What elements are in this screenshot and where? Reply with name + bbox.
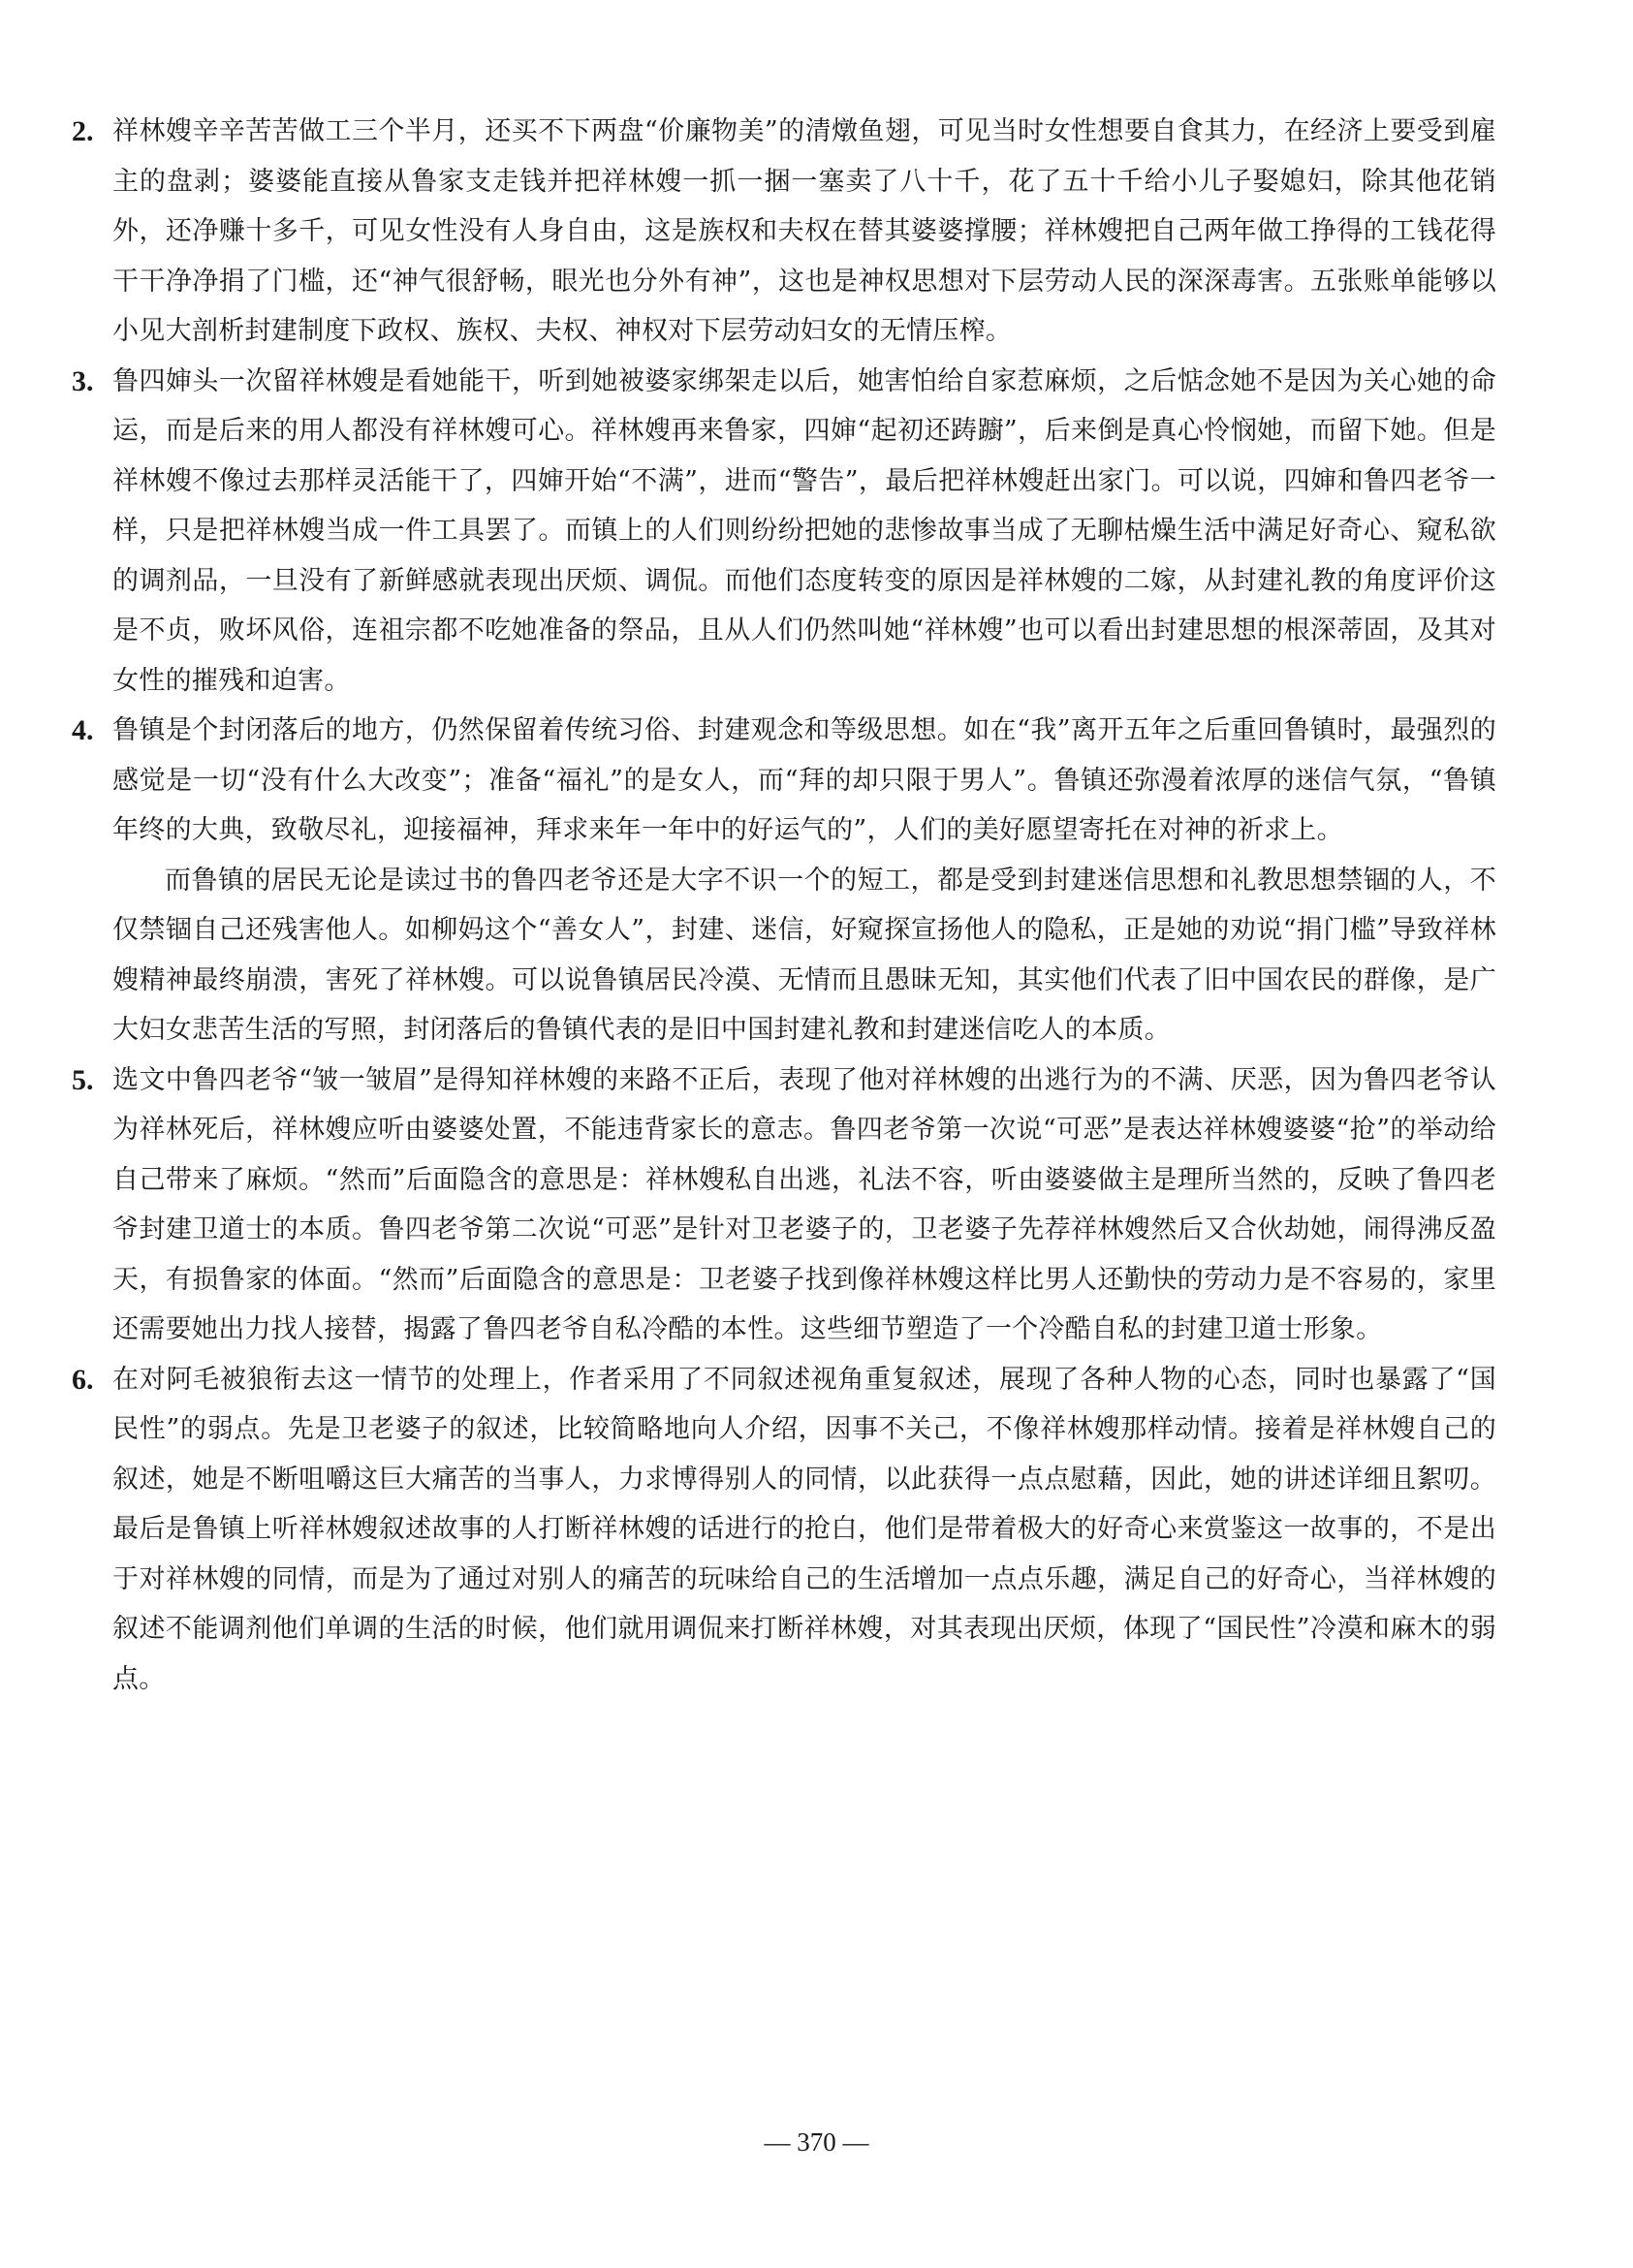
item-paragraph: 鲁镇是个封闭落后的地方，仍然保留着传统习俗、封建观念和等级思想。如在“我”离开五年之后重回鲁镇时，最强烈的感觉是一切“没有什么大改变”；准备“福礼”的是女人，而“拜的却只限于男人”。鲁镇还弥漫着浓厚的迷信气氛，“鲁镇年终的大典，致敬尽礼，迎接福神，拜求来年一年中的好运气的”，人们的美好愿望寄托在对神的祈求上。 bbox=[112, 715, 1496, 845]
item-paragraph: 祥林嫂辛辛苦苦做工三个半月，还买不下两盘“价廉物美”的清燉鱼翅，可见当时女性想要自食其力，在经济上要受到雇主的盘剥；婆婆能直接从鲁家支走钱并把祥林嫂一抓一捆一塞卖了八十千，花了五十千给小儿子娶媳妇，除其他花销外，还净赚十多千，可见女性没有人身自由，这是族权和夫权在替其婆婆撑腰；祥林嫂把自己两年做工挣得的工钱花得干干净净捐了门槛，还“神气很舒畅，眼光也分外有神”，这也是神权思想对下层劳动人民的深深毒害。五张账单能够以小见大剖析封建制度下政权、族权、夫权、神权对下层劳动妇女的无情压榨。 bbox=[112, 116, 1496, 346]
answer-item-4 bbox=[72, 706, 1496, 1055]
item-paragraph: 选文中鲁四老爷“皱一皱眉”是得知祥林嫂的来路不正后，表现了他对祥林嫂的出逃行为的不满、厌恶，因为鲁四老爷认为祥林死后，祥林嫂应听由婆婆处置，不能违背家长的意志。鲁四老爷第一次说“可恶”是表达祥林嫂婆婆“抢”的举动给自己带来了麻烦。“然而”后面隐含的意思是：祥林嫂私自出逃，礼法不容，听由婆婆做主是理所当然的，反映了鲁四老爷封建卫道士的本质。鲁四老爷第二次说“可恶”是针对卫老婆子的，卫老婆子先荐祥林嫂然后又合伙劫她，闹得沸反盈天，有损鲁家的体面。“然而”后面隐含的意思是：卫老婆子找到像祥林嫂这样比男人还勤快的劳动力是不容易的，家里还需要她出力找人接替，揭露了鲁四老爷自私冷酷的本性。这些细节塑造了一个冷酷自私的封建卫道士形象。 bbox=[112, 1064, 1496, 1344]
answer-item-2 bbox=[72, 107, 1496, 357]
item-paragraph-continued: 而鲁镇的居民无论是读过书的鲁四老爷还是大字不识一个的短工，都是受到封建迷信思想和礼教思想禁锢的人，不仅禁锢自己还残害他人。如柳妈这个“善女人”，封建、迷信，好窥探宣扬他人的隐私，正是她的劝说“捐门槛”导致祥林嫂精神最终崩溃，害死了祥林嫂。可以说鲁镇居民冷漠、无情而且愚昧无知，其实他们代表了旧中国农民的群像，是广大妇女悲苦生活的写照，封闭落后的鲁镇代表的是旧中国封建礼教和封建迷信吃人的本质。 bbox=[112, 865, 1496, 1045]
answer-item-3 bbox=[72, 357, 1496, 707]
page-number: — 370 — bbox=[764, 2127, 869, 2157]
answer-list bbox=[72, 107, 1496, 1704]
item-number: 2. bbox=[72, 115, 94, 147]
item-paragraph: 鲁四婶头一次留祥林嫂是看她能干，听到她被婆家绑架走以后，她害怕给自家惹麻烦，之后惦念她不是因为关心她的命运，而是后来的用人都没有祥林嫂可心。祥林嫂再来鲁家，四婶“起初还踌躕”，后来倒是真心怜悯她，而留下她。但是祥林嫂不像过去那样灵活能干了，四婶开始“不满”，进而“警告”，最后把祥林嫂赶出家门。可以说，四婶和鲁四老爷一样，只是把祥林嫂当成一件工具罢了。而镇上的人们则纷纷把她的悲惨故事当成了无聊枯燥生活中满足好奇心、窥私欲的调剂品，一旦没有了新鲜感就表现出厌烦、调侃。而他们态度转变的原因是祥林嫂的二嫁，从封建礼教的角度评价这是不贞，败坏风俗，连祖宗都不吃她准备的祭品，且从人们仍然叫她“祥林嫂”也可以看出封建思想的根深蒂固，及其对女性的摧残和迫害。 bbox=[112, 365, 1496, 696]
answer-item-5 bbox=[72, 1055, 1496, 1355]
item-number: 4. bbox=[72, 714, 94, 746]
answer-item-6 bbox=[72, 1355, 1496, 1705]
item-number: 5. bbox=[72, 1063, 94, 1096]
item-paragraph: 在对阿毛被狼衔去这一情节的处理上，作者采用了不同叙述视角重复叙述，展现了各种人物的心态，同时也暴露了“国民性”的弱点。先是卫老婆子的叙述，比较简略地向人介绍，因事不关己，不像祥林嫂那样动情。接着是祥林嫂自己的叙述，她是不断咀嚼这巨大痛苦的当事人，力求博得别人的同情，以此获得一点点慰藉，因此，她的讲述详细且絮叨。最后是鲁镇上听祥林嫂叙述故事的人打断祥林嫂的话进行的抢白，他们是带着极大的好奇心来赏鉴这一故事的，不是出于对祥林嫂的同情，而是为了通过对别人的痛苦的玩味给自己的生活增加一点点乐趣，满足自己的好奇心，当祥林嫂的叙述不能调剂他们单调的生活的时候，他们就用调侃来打断祥林嫂，对其表现出厌烦，体现了“国民性”冷漠和麻木的弱点。 bbox=[112, 1364, 1496, 1694]
item-number: 3. bbox=[72, 364, 94, 397]
item-number: 6. bbox=[72, 1363, 94, 1396]
